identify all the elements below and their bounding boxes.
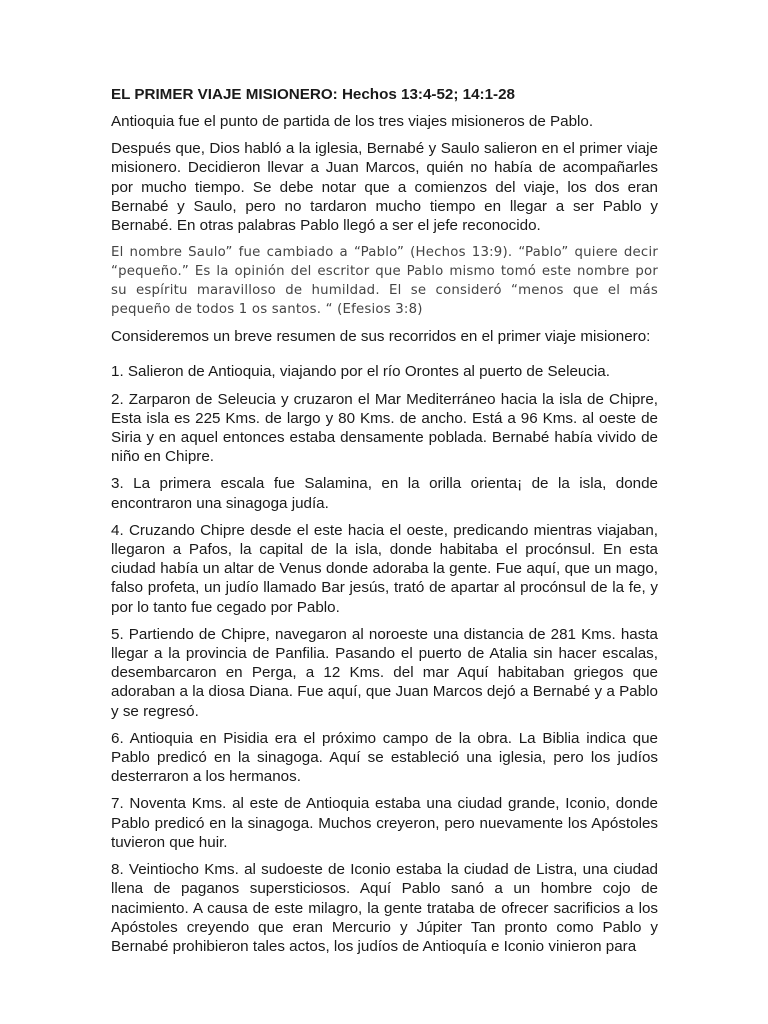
list-item-4: 4. Cruzando Chipre desde el este hacia el oeste, predicando mientras viajaban, llegaron a Pafos, la capital de la isla, donde habitaba el procónsul. En esta ciudad había un altar de Venus donde adoraba la gente. Fue aquí, que un mago, falso profeta, un judío llamado Bar jesús, trató de apartar al procónsul de la fe, y por lo tanto fue cegado por Pablo. bbox=[111, 521, 658, 616]
intro-paragraph: Antioquia fue el punto de partida de los tres viajes misioneros de Pablo. bbox=[111, 113, 594, 130]
list-item-3: 3. La primera escala fue Salamina, en la orilla orienta¡ de la isla, donde encontraron una sinagoga judía. bbox=[111, 475, 658, 512]
list-item-5: 5. Partiendo de Chipre, navegaron al noroeste una distancia de 281 Kms. hasta llegar a la provincia de Panfilia. Pasando el puerto de Atalia sin hacer escalas, desembarcaron en Perga, a 12 Kms. del mar Aquí habitaban griegos que adoraban a la diosa Diana. Fue aquí, que Juan Marcos dejó a Bernabé y a Pablo y se regresó. bbox=[111, 625, 658, 720]
list-item-1: 1. Salieron de Antioquia, viajando por el río Orontes al puerto de Seleucia. bbox=[111, 363, 610, 381]
summary-intro-paragraph: Consideremos un breve resumen de sus recorridos en el primer viaje misionero: bbox=[111, 328, 651, 346]
list-item-8: 8. Veintiocho Kms. al sudoeste de Iconio estaba la ciudad de Listra, una ciudad llena de paganos supersticiosos. Aquí Pablo sanó a un hombre cojo de nacimiento. A causa de este milagro, la gente trataba de ofrecer sacrificios a los Apóstoles creyendo que eran Mercurio y Júpiter Tan pronto como Pablo y Bernabé prohibieron tales actos, los judíos de Antioquía e Iconio vinieron para bbox=[111, 861, 658, 955]
list-item-7: 7. Noventa Kms. al este de Antioquia estaba una ciudad grande, Iconio, donde Pablo predicó en la sinagoga. Muchos creyeron, pero nuevamente los Apóstoles tuvieron que huir. bbox=[111, 795, 658, 851]
document-page bbox=[111, 86, 658, 964]
document-title: EL PRIMER VIAJE MISIONERO: Hechos 13:4-52; 14:1-28 bbox=[111, 86, 515, 103]
list-item-6: 6. Antioquia en Pisidia era el próximo campo de la obra. La Biblia indica que Pablo predicó en la sinagoga. Aquí se estableció una iglesia, pero los judíos desterraron a los hermanos. bbox=[111, 729, 658, 786]
list-item-2: 2. Zarparon de Seleucia y cruzaron el Mar Mediterráneo hacia la isla de Chipre, Esta isla es 225 Kms. de largo y 80 Kms. de ancho. Está a 96 Kms. al oeste de Siria y en aquel entonces estaba densamente poblada. Bernabé había vivido de niño en Chipre. bbox=[111, 390, 658, 466]
quote-paragraph: El nombre Saulo” fue cambiado a “Pablo” (Hechos 13:9). “Pablo” quiere decir “pequeño.” Es la opinión del escritor que Pablo mismo tomó este nombre por su espíritu maravilloso de humildad. El se consideró “menos que el más pequeño de todos 1 os santos. “ (Efesios 3:8) bbox=[111, 245, 658, 318]
body-paragraph: Después que, Dios habló a la iglesia, Bernabé y Saulo salieron en el primer viaje misionero. Decidieron llevar a Juan Marcos, quién no había de acompañarles por mucho tiempo. Se debe notar que a comienzos del viaje, los dos eran Bernabé y Saulo, pero no tardaron mucho tiempo en llegar a ser Pablo y Bernabé. En otras palabras Pablo llegó a ser el jefe reconocido. bbox=[111, 140, 658, 235]
